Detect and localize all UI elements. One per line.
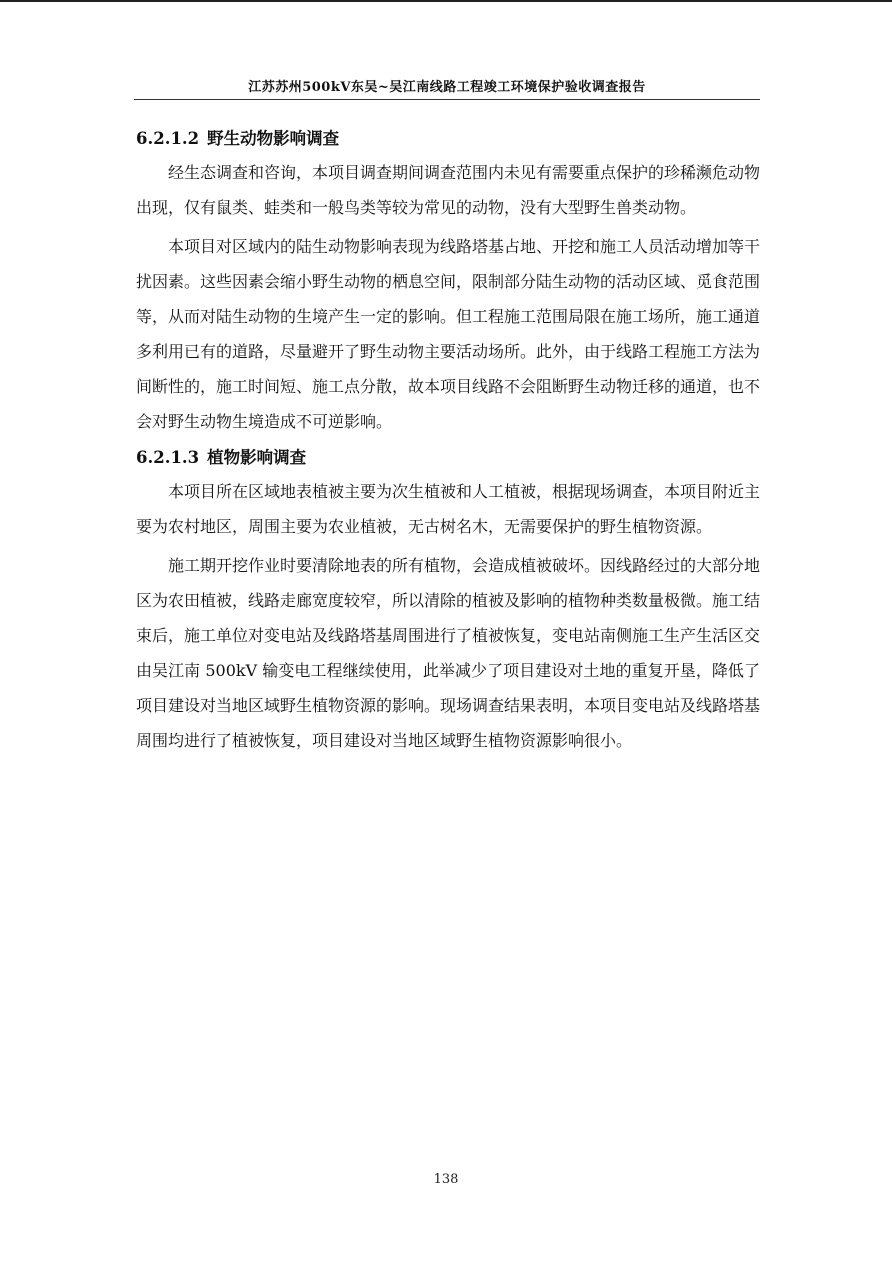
paragraph: 本项目所在区域地表植被主要为次生植被和人工植被，根据现场调查，本项目附近主要为农村地区，周围主要为农业植被，无古树名木，无需要保护的野生植物资源。: [136, 482, 761, 536]
section-title: 野生动物影响调查: [207, 129, 340, 148]
section-title: 植物影响调查: [207, 448, 307, 467]
section-number: 6.2.1.2: [136, 129, 200, 148]
paragraph: 经生态调查和咨询，本项目调查期间调查范围内未见有需要重点保护的珍稀濒危动物出现，仅有鼠类、蛙类和一般鸟类等较为常见的动物，没有大型野生兽类动物。: [136, 163, 761, 217]
page-top-border: [0, 0, 892, 2]
section-heading-plants: [136, 443, 760, 473]
paragraph: 施工期开挖作业时要清除地表的所有植物，会造成植被破坏。因线路经过的大部分地区为农田植被，线路走廊宽度较窄，所以清除的植被及影响的植物种类数量极微。施工结束后，施工单位对变电站及线路塔基周围进行了植被恢复，变电站南侧施工生产生活区交由吴江南 500kV 输变电工程继续使用，此举减少了项目建设对土地的重复开垦，降低了项目建设对当地区域野生植物资源的影响。现场调查结果表明，本项目变电站及线路塔基周围均进行了植被恢复，项目建设对当地区域野生植物资源影响很小。: [136, 556, 761, 750]
paragraph: 本项目对区域内的陆生动物影响表现为线路塔基占地、开挖和施工人员活动增加等干扰因素。这些因素会缩小野生动物的栖息空间，限制部分陆生动物的活动区域、觅食范围等，从而对陆生动物的生境产生一定的影响。但工程施工范围局限在施工场所，施工通道多利用已有的道路，尽量避开了野生动物主要活动场所。此外，由于线路工程施工方法为间断性的，施工时间短、施工点分散，故本项目线路不会阻断野生动物迁移的通道，也不会对野生动物生境造成不可逆影响。: [136, 237, 761, 431]
running-header: 江苏苏州500kV东吴~吴江南线路工程竣工环境保护验收调查报告: [248, 80, 646, 95]
header-rule: [134, 99, 760, 100]
document-body: [136, 124, 760, 762]
section-number: 6.2.1.3: [136, 448, 200, 467]
section-heading-wildlife: [136, 124, 760, 154]
page-number: 138: [433, 1172, 459, 1187]
